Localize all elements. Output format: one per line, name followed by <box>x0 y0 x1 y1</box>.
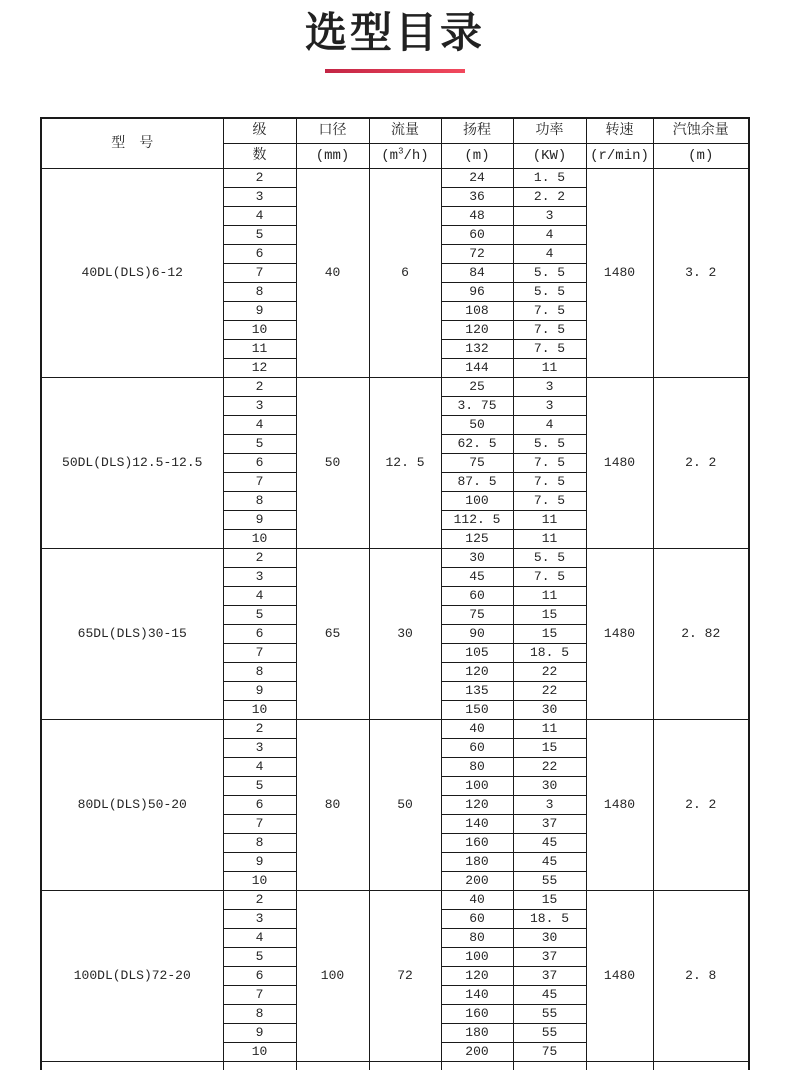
stage-cell: 7 <box>223 815 296 834</box>
page-title: 选型目录 <box>304 8 485 57</box>
stage-cell: 9 <box>223 1024 296 1043</box>
stage-cell: 10 <box>223 1043 296 1062</box>
power-cell: 18. 5 <box>513 644 586 663</box>
header-npsh: 汽蚀余量 <box>653 118 749 144</box>
table-row <box>41 891 749 910</box>
stage-cell: 5 <box>223 777 296 796</box>
empty-cell <box>369 1062 441 1070</box>
stage-cell: 6 <box>223 245 296 264</box>
stage-cell: 6 <box>223 454 296 473</box>
head-cell: 80 <box>441 758 513 777</box>
head-cell: 140 <box>441 986 513 1005</box>
head-cell: 112. 5 <box>441 511 513 530</box>
power-cell: 45 <box>513 853 586 872</box>
flow-cell: 6 <box>369 169 441 378</box>
partial-next-block-row <box>41 1062 749 1070</box>
model-cell: 80DL(DLS)50-20 <box>41 720 223 891</box>
header-diameter-unit: (mm) <box>296 144 369 169</box>
header-npsh-unit: (m) <box>653 144 749 169</box>
npsh-cell: 2. 2 <box>653 720 749 891</box>
power-cell: 4 <box>513 245 586 264</box>
diameter-cell: 40 <box>296 169 369 378</box>
stage-cell: 9 <box>223 302 296 321</box>
power-cell: 7. 5 <box>513 302 586 321</box>
power-cell: 5. 5 <box>513 435 586 454</box>
empty-cell <box>586 1062 653 1070</box>
power-cell: 3 <box>513 397 586 416</box>
table-row <box>41 169 749 188</box>
empty-cell <box>513 1062 586 1070</box>
head-cell: 60 <box>441 910 513 929</box>
power-cell: 30 <box>513 701 586 720</box>
head-cell: 40 <box>441 891 513 910</box>
stage-cell: 8 <box>223 1005 296 1024</box>
empty-cell <box>296 1062 369 1070</box>
power-cell: 45 <box>513 986 586 1005</box>
stage-cell: 4 <box>223 416 296 435</box>
table-row <box>41 549 749 568</box>
power-cell: 7. 5 <box>513 454 586 473</box>
stage-cell: 10 <box>223 321 296 340</box>
header-speed-unit: (r/min) <box>586 144 653 169</box>
empty-cell <box>441 1062 513 1070</box>
head-cell: 96 <box>441 283 513 302</box>
flow-cell: 30 <box>369 549 441 720</box>
head-cell: 60 <box>441 587 513 606</box>
head-cell: 36 <box>441 188 513 207</box>
head-cell: 100 <box>441 777 513 796</box>
stage-cell: 6 <box>223 796 296 815</box>
head-cell: 30 <box>441 549 513 568</box>
header-head-unit: (m) <box>441 144 513 169</box>
pump-selection-table <box>40 117 750 1070</box>
stage-cell: 3 <box>223 568 296 587</box>
power-cell: 55 <box>513 1024 586 1043</box>
npsh-cell: 2. 82 <box>653 549 749 720</box>
head-cell: 40 <box>441 720 513 739</box>
stage-cell: 4 <box>223 587 296 606</box>
head-cell: 144 <box>441 359 513 378</box>
stage-cell: 11 <box>223 340 296 359</box>
power-cell: 3 <box>513 378 586 397</box>
head-cell: 120 <box>441 663 513 682</box>
power-cell: 7. 5 <box>513 492 586 511</box>
head-cell: 100 <box>441 492 513 511</box>
table-body <box>41 169 749 1070</box>
empty-cell <box>223 1062 296 1070</box>
stage-cell: 10 <box>223 530 296 549</box>
stage-cell: 10 <box>223 701 296 720</box>
head-cell: 75 <box>441 454 513 473</box>
power-cell: 1. 5 <box>513 169 586 188</box>
stage-cell: 6 <box>223 967 296 986</box>
empty-cell <box>41 1062 223 1070</box>
stage-cell: 5 <box>223 948 296 967</box>
stage-cell: 10 <box>223 872 296 891</box>
power-cell: 30 <box>513 777 586 796</box>
empty-cell <box>653 1062 749 1070</box>
flow-cell: 50 <box>369 720 441 891</box>
power-cell: 7. 5 <box>513 321 586 340</box>
head-cell: 120 <box>441 321 513 340</box>
power-cell: 7. 5 <box>513 340 586 359</box>
stage-cell: 9 <box>223 682 296 701</box>
head-cell: 60 <box>441 739 513 758</box>
power-cell: 55 <box>513 1005 586 1024</box>
speed-cell: 1480 <box>586 720 653 891</box>
header-speed: 转速 <box>586 118 653 144</box>
header-power-unit: (KW) <box>513 144 586 169</box>
model-cell: 40DL(DLS)6-12 <box>41 169 223 378</box>
stage-cell: 9 <box>223 853 296 872</box>
stage-cell: 7 <box>223 986 296 1005</box>
head-cell: 48 <box>441 207 513 226</box>
power-cell: 3 <box>513 207 586 226</box>
header-model: 型 号 <box>41 118 223 169</box>
diameter-cell: 100 <box>296 891 369 1062</box>
head-cell: 87. 5 <box>441 473 513 492</box>
stage-cell: 4 <box>223 207 296 226</box>
header-stages-bottom: 数 <box>223 144 296 169</box>
power-cell: 37 <box>513 948 586 967</box>
power-cell: 55 <box>513 872 586 891</box>
power-cell: 11 <box>513 530 586 549</box>
stage-cell: 2 <box>223 549 296 568</box>
stage-cell: 3 <box>223 188 296 207</box>
stage-cell: 4 <box>223 929 296 948</box>
power-cell: 11 <box>513 587 586 606</box>
flow-cell: 12. 5 <box>369 378 441 549</box>
stage-cell: 6 <box>223 625 296 644</box>
head-cell: 45 <box>441 568 513 587</box>
head-cell: 160 <box>441 1005 513 1024</box>
head-cell: 24 <box>441 169 513 188</box>
header-flow-unit: $(m^3/h)$ <box>369 144 441 169</box>
flow-cell: 72 <box>369 891 441 1062</box>
power-cell: 11 <box>513 511 586 530</box>
power-cell: 11 <box>513 720 586 739</box>
header-diameter: 口径 <box>296 118 369 144</box>
stage-cell: 9 <box>223 511 296 530</box>
header-stages-top: 级 <box>223 118 296 144</box>
power-cell: 11 <box>513 359 586 378</box>
speed-cell: 1480 <box>586 378 653 549</box>
stage-cell: 5 <box>223 435 296 454</box>
power-cell: 4 <box>513 416 586 435</box>
power-cell: 22 <box>513 682 586 701</box>
stage-cell: 2 <box>223 720 296 739</box>
power-cell: 22 <box>513 663 586 682</box>
table-header <box>41 118 749 169</box>
power-cell: 15 <box>513 891 586 910</box>
head-cell: 108 <box>441 302 513 321</box>
head-cell: 3. 75 <box>441 397 513 416</box>
head-cell: 72 <box>441 245 513 264</box>
power-cell: 75 <box>513 1043 586 1062</box>
power-cell: 5. 5 <box>513 283 586 302</box>
title-accent-underline <box>325 69 465 73</box>
head-cell: 105 <box>441 644 513 663</box>
head-cell: 90 <box>441 625 513 644</box>
stage-cell: 3 <box>223 397 296 416</box>
table-row <box>41 378 749 397</box>
power-cell: 30 <box>513 929 586 948</box>
header-row-1 <box>41 118 749 144</box>
power-cell: 15 <box>513 739 586 758</box>
stage-cell: 4 <box>223 758 296 777</box>
power-cell: 5. 5 <box>513 264 586 283</box>
model-cell: 65DL(DLS)30-15 <box>41 549 223 720</box>
stage-cell: 8 <box>223 663 296 682</box>
power-cell: 7. 5 <box>513 473 586 492</box>
speed-cell: 1480 <box>586 549 653 720</box>
power-cell: 7. 5 <box>513 568 586 587</box>
head-cell: 75 <box>441 606 513 625</box>
diameter-cell: 50 <box>296 378 369 549</box>
stage-cell: 3 <box>223 910 296 929</box>
table-row <box>41 720 749 739</box>
head-cell: 150 <box>441 701 513 720</box>
head-cell: 80 <box>441 929 513 948</box>
stage-cell: 5 <box>223 226 296 245</box>
diameter-cell: 80 <box>296 720 369 891</box>
stage-cell: 12 <box>223 359 296 378</box>
head-cell: 180 <box>441 1024 513 1043</box>
stage-cell: 8 <box>223 283 296 302</box>
power-cell: 15 <box>513 606 586 625</box>
power-cell: 18. 5 <box>513 910 586 929</box>
head-cell: 120 <box>441 967 513 986</box>
npsh-cell: 3. 2 <box>653 169 749 378</box>
power-cell: 45 <box>513 834 586 853</box>
head-cell: 200 <box>441 872 513 891</box>
stage-cell: 7 <box>223 264 296 283</box>
head-cell: 135 <box>441 682 513 701</box>
power-cell: 3 <box>513 796 586 815</box>
power-cell: 22 <box>513 758 586 777</box>
power-cell: 5. 5 <box>513 549 586 568</box>
power-cell: 37 <box>513 967 586 986</box>
stage-cell: 7 <box>223 473 296 492</box>
stage-cell: 7 <box>223 644 296 663</box>
head-cell: 25 <box>441 378 513 397</box>
stage-cell: 2 <box>223 891 296 910</box>
model-cell: 100DL(DLS)72-20 <box>41 891 223 1062</box>
head-cell: 132 <box>441 340 513 359</box>
stage-cell: 3 <box>223 739 296 758</box>
power-cell: 37 <box>513 815 586 834</box>
power-cell: 15 <box>513 625 586 644</box>
power-cell: 2. 2 <box>513 188 586 207</box>
stage-cell: 8 <box>223 834 296 853</box>
stage-cell: 2 <box>223 169 296 188</box>
head-cell: 120 <box>441 796 513 815</box>
npsh-cell: 2. 2 <box>653 378 749 549</box>
head-cell: 160 <box>441 834 513 853</box>
speed-cell: 1480 <box>586 891 653 1062</box>
head-cell: 140 <box>441 815 513 834</box>
model-cell: 50DL(DLS)12.5-12.5 <box>41 378 223 549</box>
header-power: 功率 <box>513 118 586 144</box>
head-cell: 180 <box>441 853 513 872</box>
head-cell: 50 <box>441 416 513 435</box>
speed-cell: 1480 <box>586 169 653 378</box>
head-cell: 125 <box>441 530 513 549</box>
header-head: 扬程 <box>441 118 513 144</box>
head-cell: 84 <box>441 264 513 283</box>
power-cell: 4 <box>513 226 586 245</box>
head-cell: 200 <box>441 1043 513 1062</box>
head-cell: 100 <box>441 948 513 967</box>
diameter-cell: 65 <box>296 549 369 720</box>
stage-cell: 2 <box>223 378 296 397</box>
head-cell: 62. 5 <box>441 435 513 454</box>
npsh-cell: 2. 8 <box>653 891 749 1062</box>
stage-cell: 8 <box>223 492 296 511</box>
header-flow: 流量 <box>369 118 441 144</box>
stage-cell: 5 <box>223 606 296 625</box>
head-cell: 60 <box>441 226 513 245</box>
